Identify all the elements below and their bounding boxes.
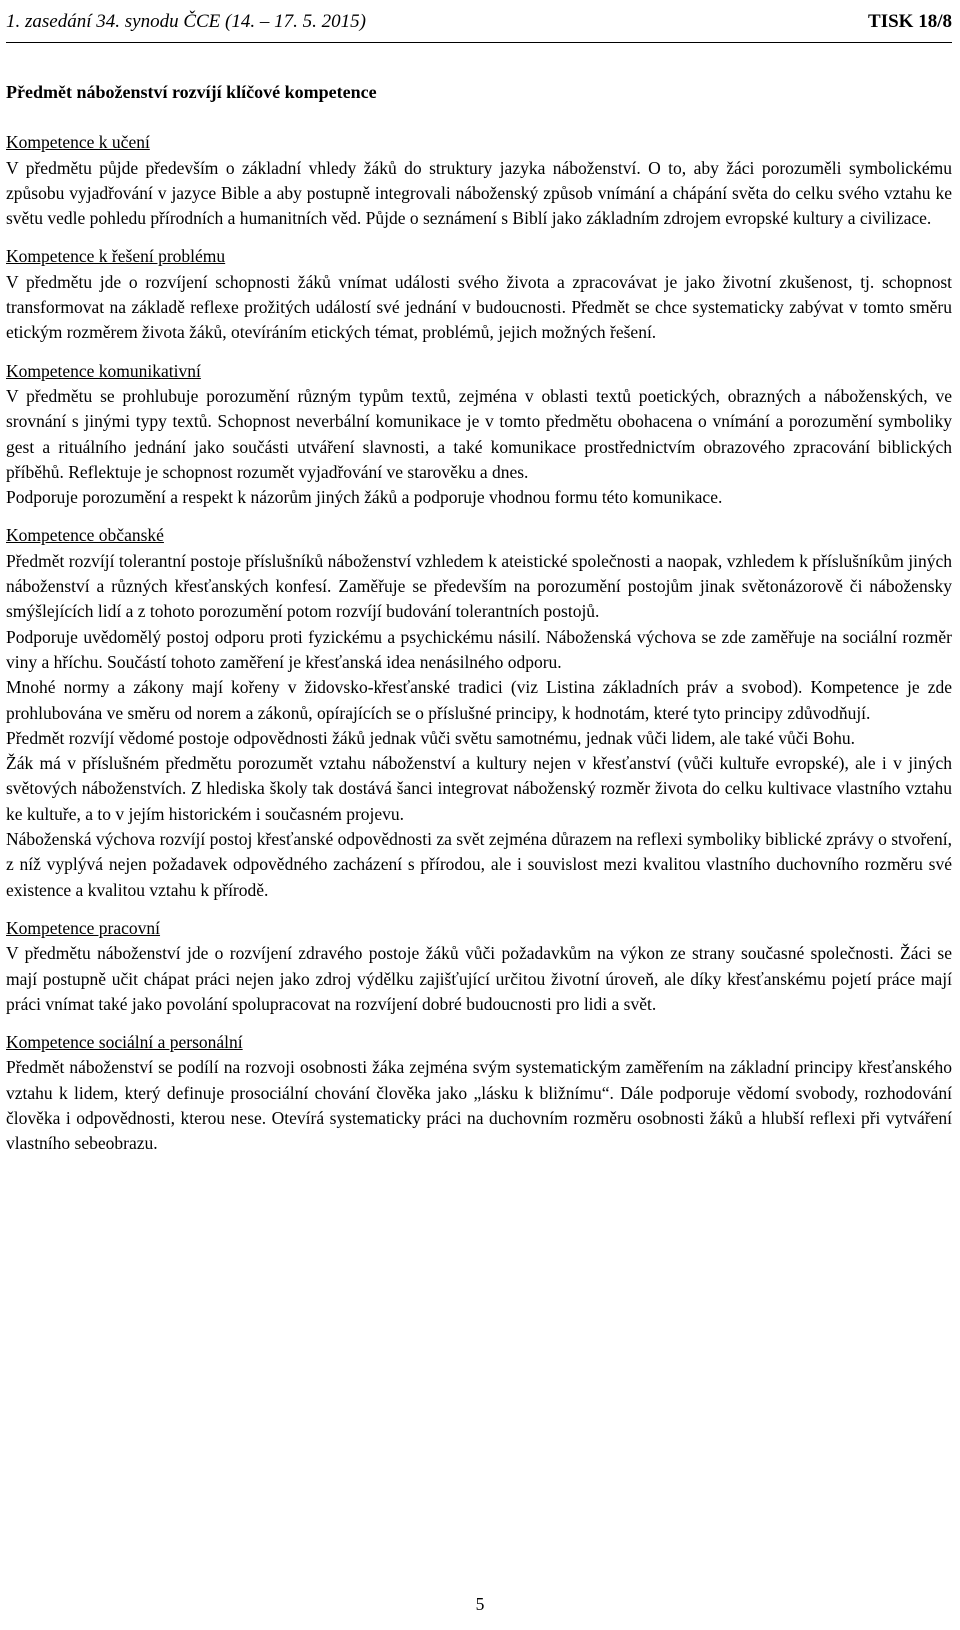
paragraph: Předmět rozvíjí vědomé postoje odpovědnosti žáků jednak vůči světu samotnému, jednak vůči lidem, ale také vůči Bohu. [6,727,856,748]
section-heading: Kompetence komunikativní [6,360,201,381]
page-number: 5 [475,1594,485,1614]
section-working [6,916,952,1017]
document-body [6,80,952,1170]
paragraph: Náboženská výchova rozvíjí postoj křesťanské odpovědnosti za svět zejména důrazem na reflexi symboliky biblické zprávy o stvoření, z níž vyplývá nejen požadavek odpovědného zacházení s přírodou, ale i souvislost mezi kvalitou vlastního duchovního rozměru své existence a kvalitou vztahu k přírodě. [6,829,952,900]
paragraph: V předmětu náboženství jde o rozvíjení zdravého postoje žáků vůči požadavkům na výkon ze strany současné společnosti. Žáci se mají postupně učit chápat práci nejen jako zdroj výdělku zajišťující určitou životní úroveň, ale díky křesťanskému pojetí práce mají práci vnímat také jako povolání spolupracovat na rozvíjení dobré budoucnosti pro lidi a svět. [6,943,952,1014]
paragraph: Mnohé normy a zákony mají kořeny v židovsko-křesťanské tradici (viz Listina základních práv a svobod). Kompetence je zde prohlubována ve směru od norem a zákonů, opírajících se o příslušné principy, k hodnotám, které tyto principy zdůvodňují. [6,677,952,723]
paragraph: Podporuje porozumění a respekt k názorům jiných žáků a podporuje vhodnou formu této komunikace. [6,487,723,508]
section-heading: Kompetence k učení [6,132,150,153]
paragraph: Žák má v příslušném předmětu porozumět vztahu náboženství a kultury nejen v křesťanství (vůči kultuře evropské), ale i v jiných světových náboženstvích. Z hlediska školy tak dostává šanci integrovat náboženský rozměr života do celku kultivace vlastního vztahu ke kultuře, a to v jejím historickém i současném projevu. [6,753,952,824]
section-learning [6,130,952,231]
paragraph: Předmět rozvíjí tolerantní postoje příslušníků náboženství vzhledem k ateistické společnosti a naopak, vzhledem k příslušníkům jiných náboženství a různých křesťanských konfesí. Zaměřuje se především na porozumění postojům jinak světonázorově či nábožensky smýšlejících lidí a z tohoto porozumění potom rozvíjí budování tolerantních postojů. [6,550,952,622]
paragraph: Předmět náboženství se podílí na rozvoji osobnosti žáka zejména svým systematickým zaměřením na základní principy křesťanského vztahu k lidem, který definuje prosociální chování člověka jako „lásku k bližnímu“. Dále podporuje vědomí svobody, rozhodování člověka i odpovědnosti, kterou nese. Otevírá systematicky práci na duchovním rozměru osobnosti žáků a hlubší reflexi při vytváření vlastního sebeobrazu. [6,1057,952,1154]
paragraph: V předmětu půjde především o základní vhledy žáků do struktury jazyka náboženství. O to, aby žáci porozuměli symbolickému způsobu vyjadřování v jazyce Bible a aby postupně integrovali náboženský způsob vnímání a chápání světa do celku svého vztahu ke světu vedle pohledu přírodních a humanitních věd. Půjde o seznámení s Biblí jako základním zdrojem evropské kultury a civilizace. [6,157,952,229]
paragraph: Podporuje uvědomělý postoj odporu proti fyzickému a psychickému násilí. Náboženská výchova se zde zaměřuje na sociální rozměr viny a hříchu. Součástí tohoto zaměření je křesťanská idea nenásilného odporu. [6,626,952,672]
paragraph: V předmětu se prohlubuje porozumění různým typům textů, zejména v oblasti textů poetických, obrazných a náboženských, ve srovnání s jinými typy textů. Schopnost neverbální komunikace je v tomto předmětu obohacena o vnímání a porozumění symboliky gest a rituálního jednání jako součásti utváření slavnosti, a také komunikace prostřednictvím obrazového zpracování biblických příběhů. Reflektuje je schopnost rozumět vyjadřování ve starověku a dnes. [6,385,952,482]
section-social-personal [6,1030,952,1156]
section-heading: Kompetence k řešení problému [6,246,226,267]
document-title: Předmět náboženství rozvíjí klíčové kompetence [6,82,377,102]
section-heading: Kompetence pracovní [6,917,161,938]
page-header [6,2,952,43]
section-communicative [6,359,952,511]
print-id: TISK 18/8 [868,11,952,32]
meeting-info: 1. zasedání 34. synodu ČCE (14. – 17. 5. 2015) [6,11,366,32]
section-heading: Kompetence sociální a personální [6,1032,243,1053]
section-heading: Kompetence občanské [6,525,164,546]
section-problem-solving [6,244,952,345]
section-civic [6,523,952,902]
paragraph: V předmětu jde o rozvíjení schopnosti žáků vnímat události svého života a zpracovávat je jako životní zkušenost, tj. schopnost transformovat na základě reflexe prožitých událostí své jednání v budoucnosti. Předmět se chce systematicky zabývat v tomto směru etickým rozměrem života žáků, otevíráním etických témat, problémů, jejich možných řešení. [6,271,952,343]
